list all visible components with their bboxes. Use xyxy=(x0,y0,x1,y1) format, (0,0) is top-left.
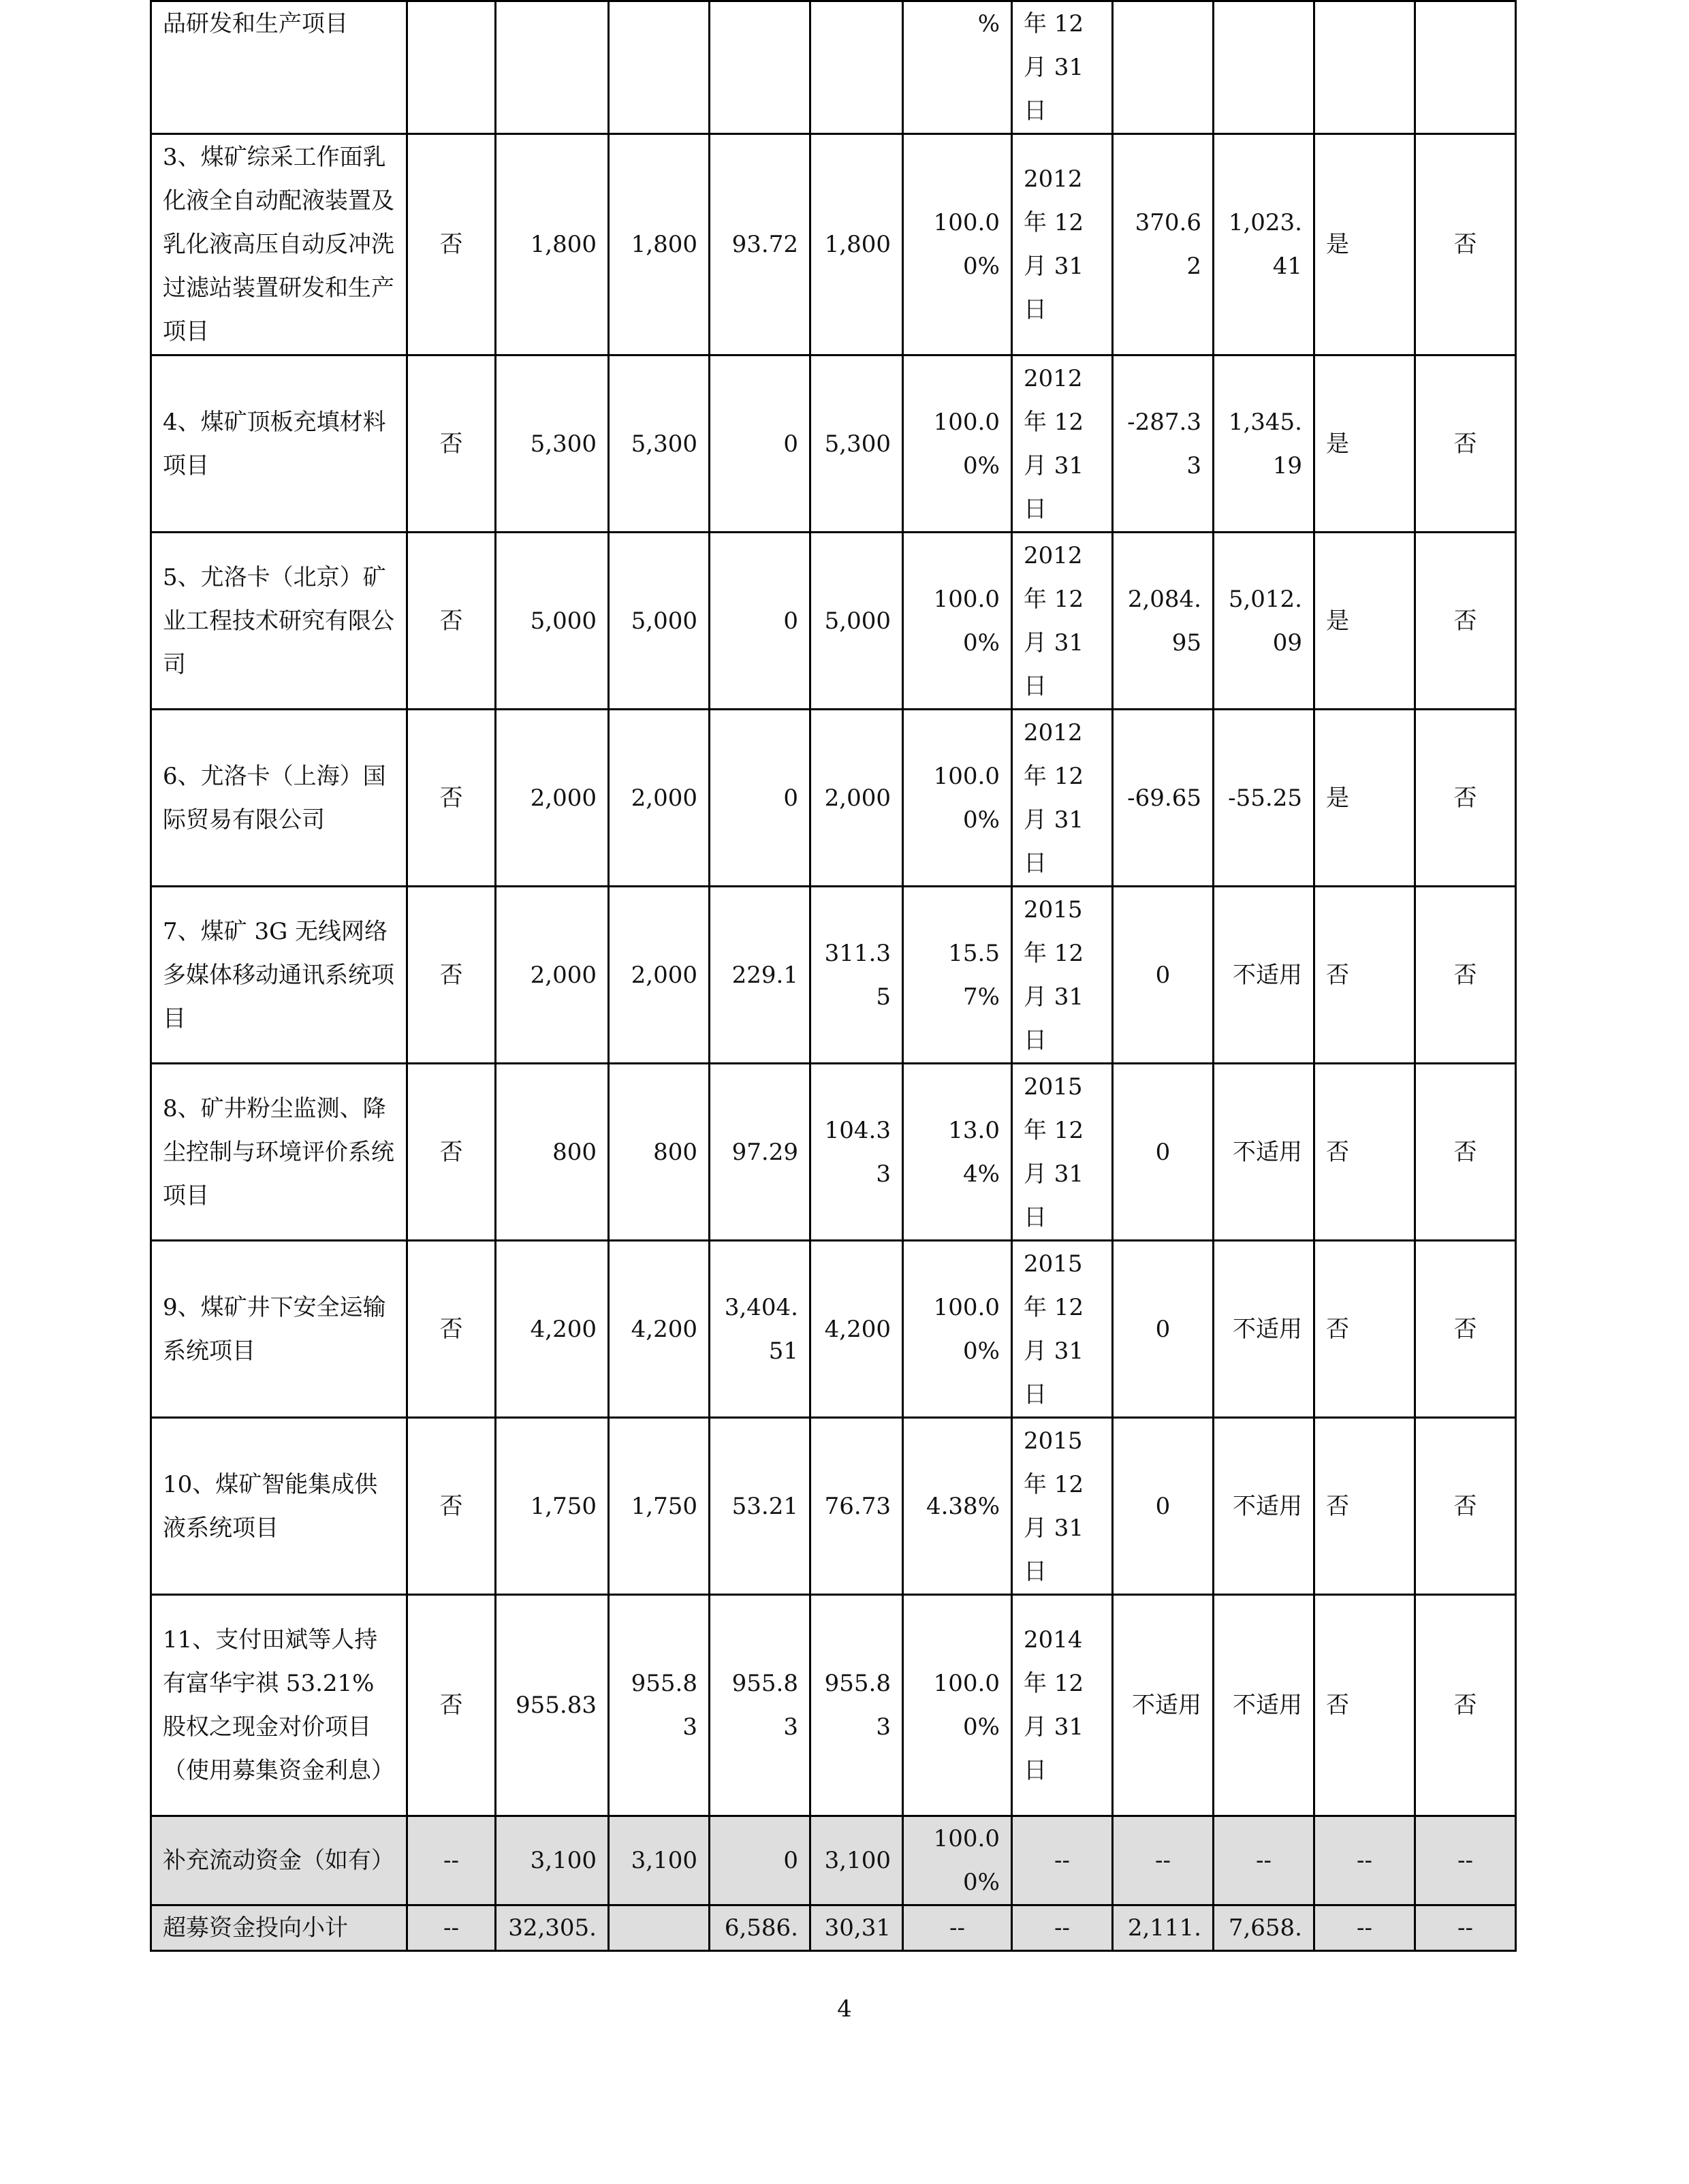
cumulative-investment-cell: 5,300 xyxy=(810,355,903,533)
feasibility-change-cell: 否 xyxy=(1415,134,1516,355)
feasibility-change-cell: 否 xyxy=(1415,1241,1516,1418)
progress-cell: 100.00% xyxy=(903,1241,1012,1418)
cumulative-investment-cell: 311.35 xyxy=(810,887,903,1064)
period-investment-cell: 0 xyxy=(710,533,810,710)
committed-amount-cell: 32,305. xyxy=(496,1905,609,1951)
committed-amount-cell: 800 xyxy=(496,1064,609,1241)
table-row xyxy=(151,710,1516,887)
ready-date-cell: 2012 年 12 月 31 日 xyxy=(1012,355,1113,533)
expected-benefit-cell: 否 xyxy=(1314,1241,1415,1418)
progress-cell: 100.00% xyxy=(903,134,1012,355)
period-benefit-cell: 0 xyxy=(1113,1241,1214,1418)
period-investment-cell: 6,586. xyxy=(710,1905,810,1951)
expected-benefit-cell: 是 xyxy=(1314,533,1415,710)
period-investment-cell: 0 xyxy=(710,710,810,887)
project-name-cell: 5、尤洛卡（北京）矿业工程技术研究有限公司 xyxy=(151,533,407,710)
period-investment-cell: 53.21 xyxy=(710,1418,810,1595)
project-name-cell: 6、尤洛卡（上海）国际贸易有限公司 xyxy=(151,710,407,887)
page-number: 4 xyxy=(837,1995,852,2023)
table-row xyxy=(151,1241,1516,1418)
table-row xyxy=(151,533,1516,710)
period-investment-cell: 0 xyxy=(710,355,810,533)
project-name-cell: 9、煤矿井下安全运输系统项目 xyxy=(151,1241,407,1418)
progress-cell: 100.00% xyxy=(903,355,1012,533)
expected-benefit-cell: 否 xyxy=(1314,1595,1415,1816)
changed-cell: 否 xyxy=(407,1418,496,1595)
feasibility-change-cell: -- xyxy=(1415,1816,1516,1905)
ready-date-cell: -- xyxy=(1012,1816,1113,1905)
feasibility-change-cell: 否 xyxy=(1415,1064,1516,1241)
changed-cell: 否 xyxy=(407,710,496,887)
changed-cell: 否 xyxy=(407,1241,496,1418)
progress-cell: 4.38% xyxy=(903,1418,1012,1595)
cumulative-investment-cell: 76.73 xyxy=(810,1418,903,1595)
period-investment-cell: 97.29 xyxy=(710,1064,810,1241)
project-name-cell: 补充流动资金（如有） xyxy=(151,1816,407,1905)
period-benefit-cell: 370.62 xyxy=(1113,134,1214,355)
committed-amount-cell: 5,000 xyxy=(496,533,609,710)
progress-cell: 100.00% xyxy=(903,1595,1012,1816)
cumulative-investment-cell: 5,000 xyxy=(810,533,903,710)
period-benefit-cell: 不适用 xyxy=(1113,1595,1214,1816)
period-benefit-cell: 2,084.95 xyxy=(1113,533,1214,710)
table-row xyxy=(151,1,1516,134)
progress-cell: 13.04% xyxy=(903,1064,1012,1241)
progress-cell: 100.00% xyxy=(903,533,1012,710)
adjusted-amount-cell: 2,000 xyxy=(609,887,710,1064)
cumulative-investment-cell: 4,200 xyxy=(810,1241,903,1418)
ready-date-cell: 2012 年 12 月 31 日 xyxy=(1012,710,1113,887)
cumulative-benefit-cell: 不适用 xyxy=(1214,887,1314,1064)
period-benefit-cell: -69.65 xyxy=(1113,710,1214,887)
table-row xyxy=(151,887,1516,1064)
committed-amount-cell: 4,200 xyxy=(496,1241,609,1418)
cumulative-investment-cell: 3,100 xyxy=(810,1816,903,1905)
adjusted-amount-cell: 2,000 xyxy=(609,710,710,887)
expected-benefit-cell: 是 xyxy=(1314,355,1415,533)
changed-cell: 否 xyxy=(407,1064,496,1241)
changed-cell: 否 xyxy=(407,533,496,710)
committed-amount-cell: 955.83 xyxy=(496,1595,609,1816)
project-name-cell: 4、煤矿顶板充填材料项目 xyxy=(151,355,407,533)
changed-cell: 否 xyxy=(407,887,496,1064)
expected-benefit-cell: -- xyxy=(1314,1816,1415,1905)
cumulative-benefit-cell: -- xyxy=(1214,1816,1314,1905)
ready-date-cell: 年 12 月 31 日 xyxy=(1012,1,1113,134)
table-row xyxy=(151,1595,1516,1816)
cumulative-investment-cell: 955.83 xyxy=(810,1595,903,1816)
cumulative-benefit-cell: 不适用 xyxy=(1214,1241,1314,1418)
expected-benefit-cell: 否 xyxy=(1314,887,1415,1064)
period-benefit-cell: 2,111. xyxy=(1113,1905,1214,1951)
progress-cell: 100.00% xyxy=(903,1816,1012,1905)
period-benefit-cell: -- xyxy=(1113,1816,1214,1905)
ready-date-cell: -- xyxy=(1012,1905,1113,1951)
adjusted-amount-cell: 1,800 xyxy=(609,134,710,355)
adjusted-amount-cell xyxy=(609,1905,710,1951)
committed-amount-cell: 1,750 xyxy=(496,1418,609,1595)
progress-cell: 100.00% xyxy=(903,710,1012,887)
expected-benefit-cell: 是 xyxy=(1314,710,1415,887)
table-row xyxy=(151,1064,1516,1241)
project-name-cell: 3、煤矿综采工作面乳化液全自动配液装置及乳化液高压自动反冲洗过滤站装置研发和生产项目 xyxy=(151,134,407,355)
ready-date-cell: 2015 年 12 月 31 日 xyxy=(1012,1064,1113,1241)
cumulative-benefit-cell: 7,658. xyxy=(1214,1905,1314,1951)
adjusted-amount-cell: 5,300 xyxy=(609,355,710,533)
table-row xyxy=(151,134,1516,355)
cumulative-benefit-cell: 不适用 xyxy=(1214,1418,1314,1595)
cumulative-benefit-cell: 不适用 xyxy=(1214,1595,1314,1816)
project-name-cell: 7、煤矿 3G 无线网络多媒体移动通讯系统项目 xyxy=(151,887,407,1064)
table-row xyxy=(151,355,1516,533)
committed-amount-cell: 1,800 xyxy=(496,134,609,355)
cumulative-investment-cell: 2,000 xyxy=(810,710,903,887)
period-benefit-cell: -287.33 xyxy=(1113,355,1214,533)
expected-benefit-cell: 否 xyxy=(1314,1418,1415,1595)
table-row xyxy=(151,1418,1516,1595)
adjusted-amount-cell: 800 xyxy=(609,1064,710,1241)
changed-cell: 否 xyxy=(407,355,496,533)
feasibility-change-cell: 否 xyxy=(1415,710,1516,887)
adjusted-amount-cell: 4,200 xyxy=(609,1241,710,1418)
feasibility-change-cell: 否 xyxy=(1415,355,1516,533)
adjusted-amount-cell: 5,000 xyxy=(609,533,710,710)
changed-cell: -- xyxy=(407,1905,496,1951)
ready-date-cell: 2012 年 12 月 31 日 xyxy=(1012,533,1113,710)
period-investment-cell: 93.72 xyxy=(710,134,810,355)
expected-benefit-cell: 否 xyxy=(1314,1064,1415,1241)
period-benefit-cell: 0 xyxy=(1113,887,1214,1064)
committed-amount-cell: 2,000 xyxy=(496,710,609,887)
expected-benefit-cell: 是 xyxy=(1314,134,1415,355)
ready-date-cell: 2012 年 12 月 31 日 xyxy=(1012,134,1113,355)
period-investment-cell: 229.1 xyxy=(710,887,810,1064)
feasibility-change-cell: 否 xyxy=(1415,1418,1516,1595)
cumulative-investment-cell: 1,800 xyxy=(810,134,903,355)
changed-cell: 否 xyxy=(407,1595,496,1816)
project-name-cell: 超募资金投向小计 xyxy=(151,1905,407,1951)
feasibility-change-cell: 否 xyxy=(1415,1595,1516,1816)
project-name-cell: 11、支付田斌等人持有富华宇祺 53.21%股权之现金对价项目（使用募集资金利息） xyxy=(151,1595,407,1816)
fund-usage-table xyxy=(150,0,1517,1952)
cumulative-investment-cell: 30,31 xyxy=(810,1905,903,1951)
ready-date-cell: 2014 年 12 月 31 日 xyxy=(1012,1595,1113,1816)
cumulative-benefit-cell: 不适用 xyxy=(1214,1064,1314,1241)
ready-date-cell: 2015 年 12 月 31 日 xyxy=(1012,1418,1113,1595)
period-benefit-cell: 0 xyxy=(1113,1064,1214,1241)
committed-amount-cell: 3,100 xyxy=(496,1816,609,1905)
adjusted-amount-cell: 955.83 xyxy=(609,1595,710,1816)
committed-amount-cell: 2,000 xyxy=(496,887,609,1064)
cumulative-benefit-cell: 1,023.41 xyxy=(1214,134,1314,355)
progress-cell: 15.57% xyxy=(903,887,1012,1064)
period-investment-cell: 3,404.51 xyxy=(710,1241,810,1418)
table-row xyxy=(151,1905,1516,1951)
adjusted-amount-cell: 3,100 xyxy=(609,1816,710,1905)
feasibility-change-cell: 否 xyxy=(1415,533,1516,710)
period-benefit-cell: 0 xyxy=(1113,1418,1214,1595)
feasibility-change-cell: 否 xyxy=(1415,887,1516,1064)
period-investment-cell: 955.83 xyxy=(710,1595,810,1816)
cumulative-benefit-cell: -55.25 xyxy=(1214,710,1314,887)
cumulative-investment-cell: 104.33 xyxy=(810,1064,903,1241)
ready-date-cell: 2015 年 12 月 31 日 xyxy=(1012,1241,1113,1418)
changed-cell: 否 xyxy=(407,134,496,355)
committed-amount-cell: 5,300 xyxy=(496,355,609,533)
cumulative-benefit-cell: 5,012.09 xyxy=(1214,533,1314,710)
changed-cell: -- xyxy=(407,1816,496,1905)
adjusted-amount-cell: 1,750 xyxy=(609,1418,710,1595)
ready-date-cell: 2015 年 12 月 31 日 xyxy=(1012,887,1113,1064)
period-investment-cell: 0 xyxy=(710,1816,810,1905)
table-row xyxy=(151,1816,1516,1905)
expected-benefit-cell: -- xyxy=(1314,1905,1415,1951)
project-name-cell: 品研发和生产项目 xyxy=(151,1,407,134)
progress-cell: % xyxy=(903,1,1012,134)
feasibility-change-cell: -- xyxy=(1415,1905,1516,1951)
progress-cell: -- xyxy=(903,1905,1012,1951)
cumulative-benefit-cell: 1,345.19 xyxy=(1214,355,1314,533)
project-name-cell: 8、矿井粉尘监测、降尘控制与环境评价系统项目 xyxy=(151,1064,407,1241)
project-name-cell: 10、煤矿智能集成供液系统项目 xyxy=(151,1418,407,1595)
